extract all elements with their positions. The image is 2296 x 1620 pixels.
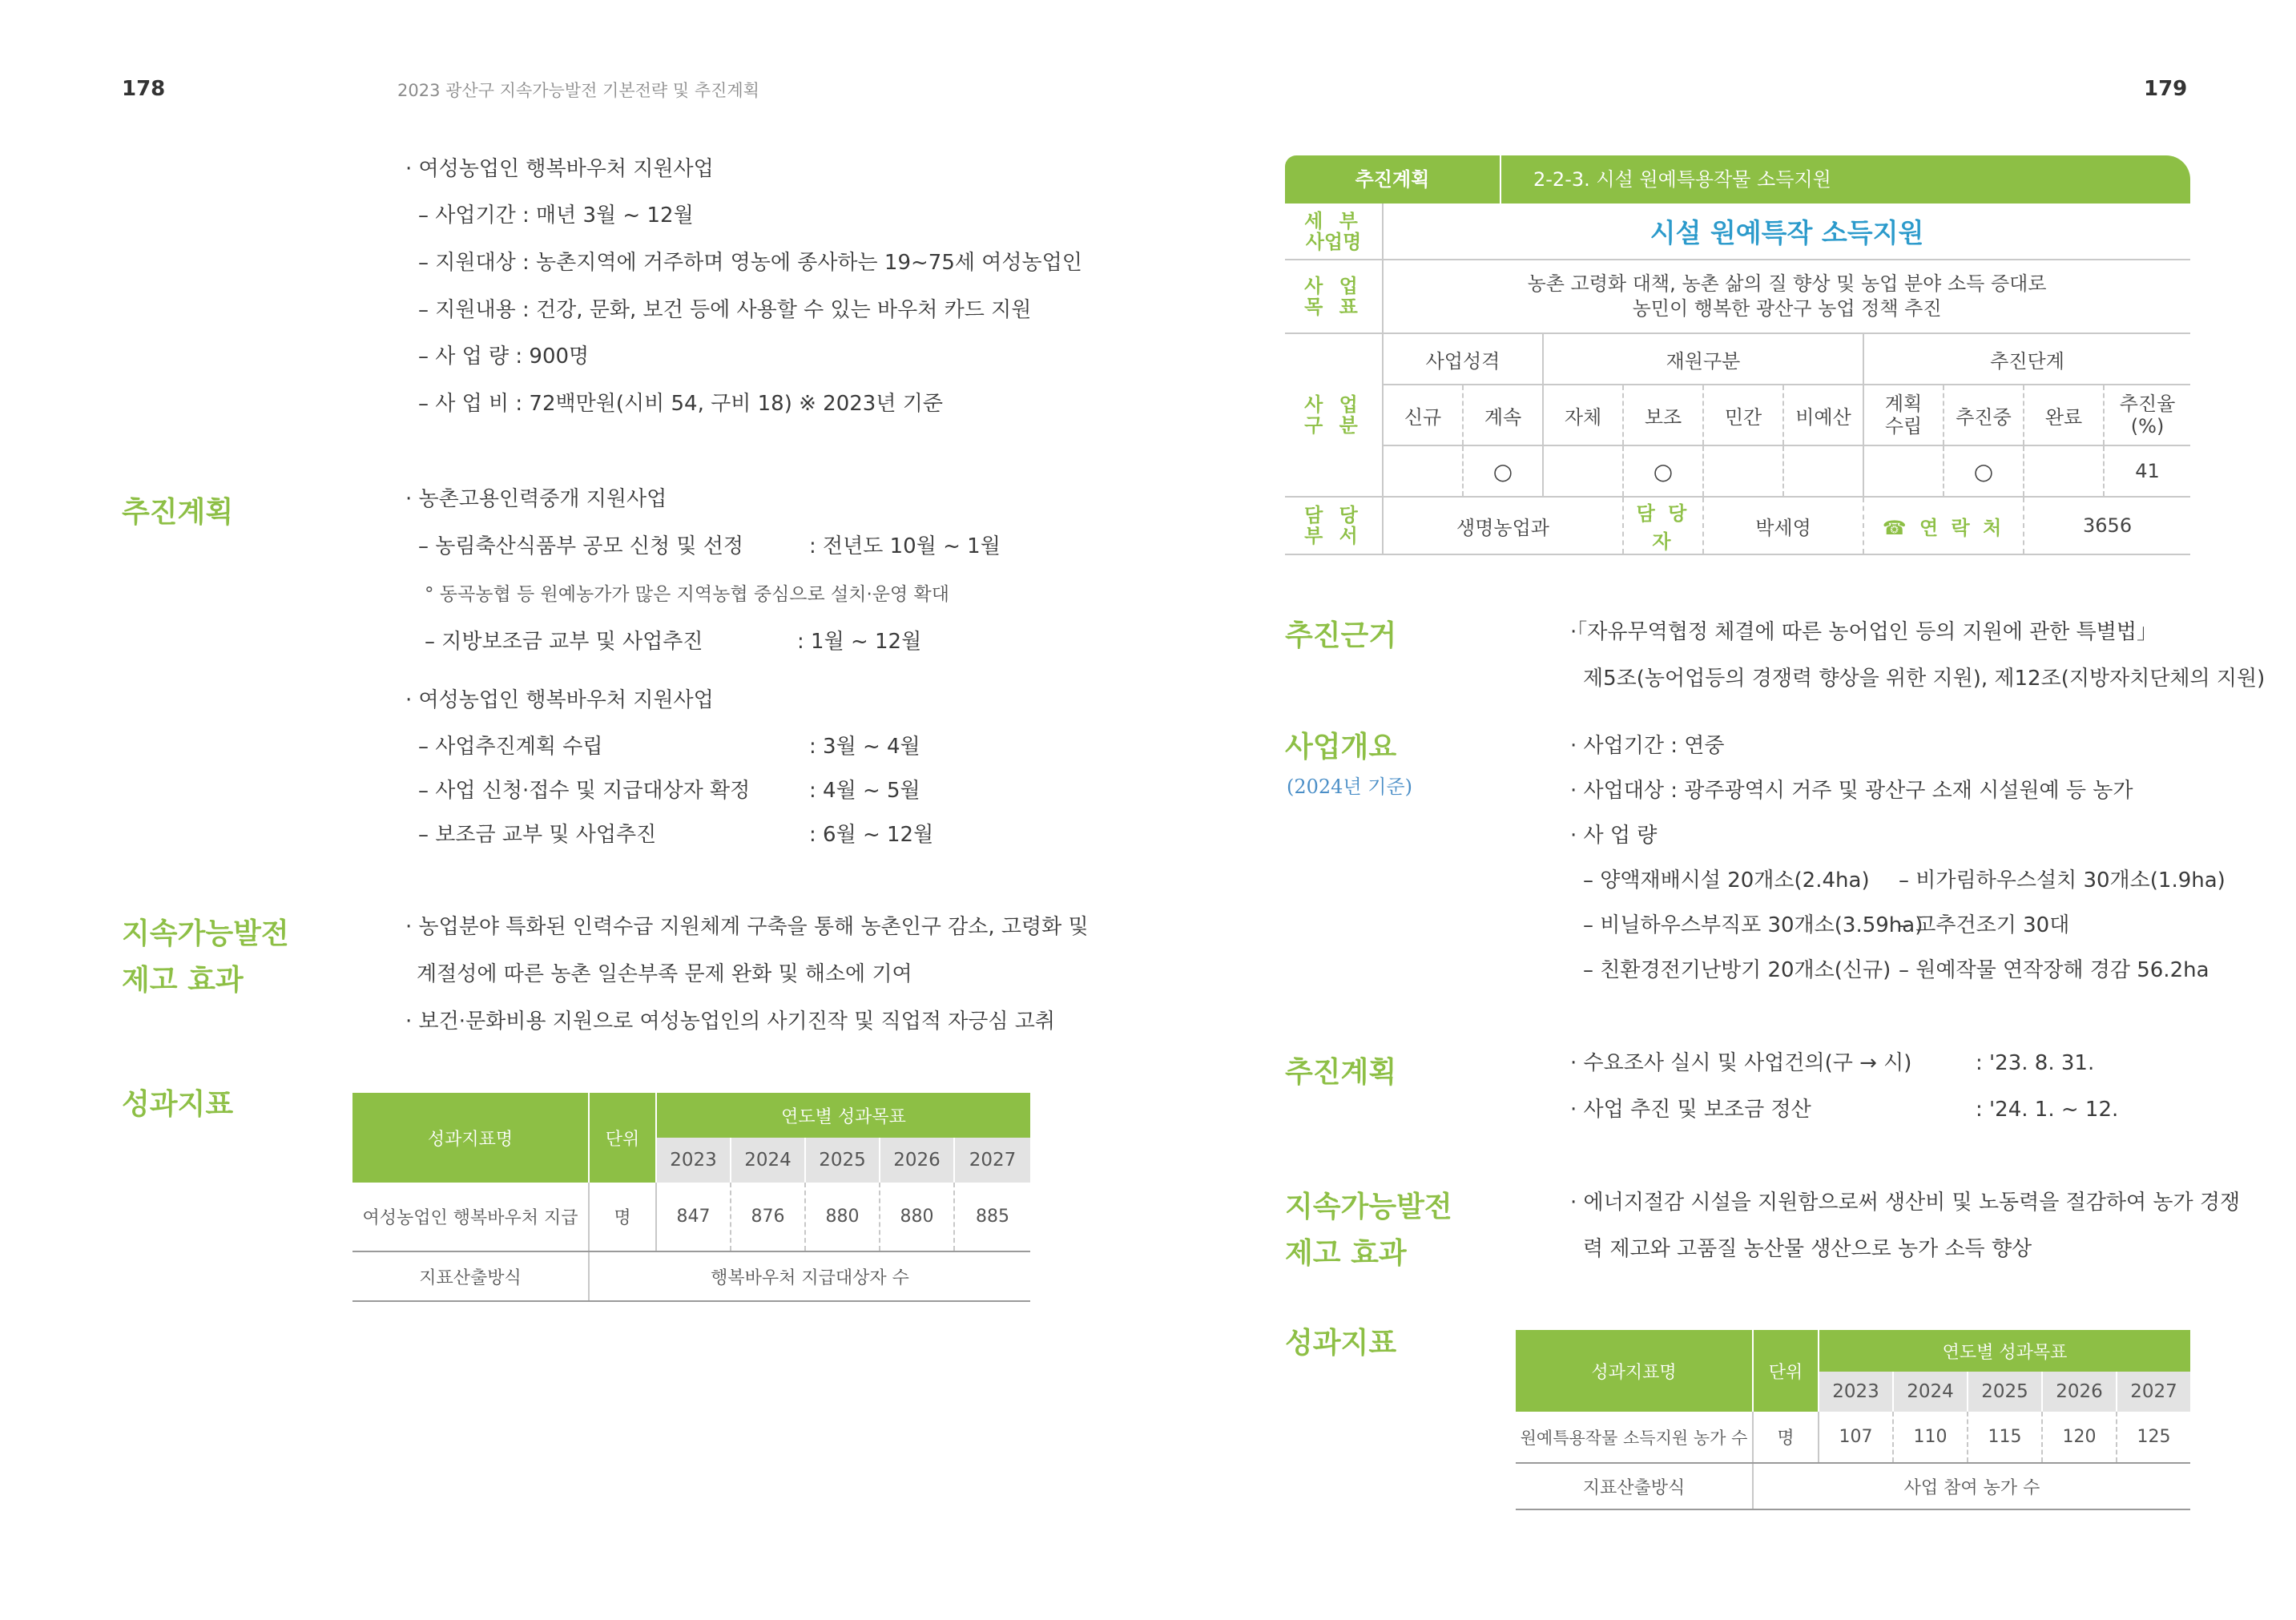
plan-item-date: : 전년도 10월 ~ 1월: [809, 534, 1001, 558]
kpi-value: 115: [1968, 1412, 2042, 1463]
plan-note: ° 동곡농협 등 원예농가가 많은 지역농협 중심으로 설치·운영 확대: [425, 584, 949, 605]
plan-col: 자체: [1543, 385, 1623, 445]
kpi-value: 876: [731, 1183, 805, 1251]
overview-line: – 사 업 량 : 900명: [418, 345, 590, 369]
person-label: 담 당 자: [1623, 497, 1703, 554]
overview-line: – 사 업 비 : 72백만원(시비 54, 구비 18) ※ 2023년 기준: [418, 392, 943, 416]
kpi-col-targets: 연도별 성과목표: [1819, 1330, 2190, 1372]
plan-mark: ○: [1463, 445, 1543, 497]
plan-table-tab: [1285, 155, 2190, 204]
dept-label: [1285, 497, 1383, 554]
sustain-heading-line: 지속가능발전: [122, 917, 289, 950]
kpi-heading: 성과지표: [1285, 1327, 1397, 1360]
sustain-line: · 보건·문화비용 지원으로 여성농업인의 사기진작 및 직업적 자긍심 고취: [405, 1009, 1056, 1034]
running-title: 2023 광산구 지속가능발전 기본전략 및 추진계획: [397, 81, 759, 100]
kpi-year: 2025: [805, 1138, 880, 1183]
label-line: 사 업: [1304, 275, 1363, 297]
plan-mark: [1863, 445, 1944, 497]
right-page-number: 179: [2144, 77, 2188, 101]
goal-line: 농촌 고령화 대책, 농촌 삶의 질 향상 및 농업 분야 소득 증대로: [1527, 272, 2047, 295]
kpi-year: 2023: [1819, 1372, 1893, 1412]
sustain-heading-line: 제고 효과: [122, 964, 244, 997]
label-line: 담 당: [1304, 504, 1363, 526]
div-label: [1285, 333, 1383, 497]
sustain-heading: [1285, 1184, 1452, 1277]
kpi-value: 847: [656, 1183, 731, 1251]
overview-line: · 사업기간 : 연중: [1570, 734, 1725, 758]
label-line: 사 업: [1304, 393, 1363, 416]
group-fund: 재원구분: [1543, 333, 1863, 385]
overview-item: – 비가림하우스설치 30개소(1.9ha): [1899, 868, 2226, 893]
overview-item: – 비닐하우스부직포 30개소(3.59ha): [1583, 913, 1923, 937]
plan-item-label: – 농림축산식품부 공모 신청 및 선정: [418, 534, 743, 558]
plan-item-date: : 4월 ~ 5월: [809, 779, 920, 803]
plan-item-date: : 3월 ~ 4월: [809, 735, 920, 759]
kpi-col-targets: 연도별 성과목표: [656, 1093, 1030, 1138]
kpi-method-label: 지표산출방식: [352, 1251, 589, 1301]
plan-item-label: · 사업 추진 및 보조금 정산: [1570, 1098, 1811, 1122]
overview-line: · 사 업 량: [1570, 824, 1658, 848]
plan-col: 보조: [1623, 385, 1703, 445]
label-line: 부 서: [1304, 525, 1363, 547]
label-line: 사업명: [1305, 230, 1362, 253]
kpi-year: 2024: [1893, 1372, 1968, 1412]
kpi-method-value: 사업 참여 농가 수: [1753, 1463, 2190, 1509]
plan-tab-label: 추진계획: [1285, 155, 1501, 204]
kpi-value: 880: [880, 1183, 954, 1251]
plan-col: 민간: [1703, 385, 1783, 445]
kpi-row-name: 원예특용작물 소득지원 농가 수: [1516, 1412, 1753, 1463]
kpi-row-unit: 명: [589, 1183, 656, 1251]
plan-col: 계속: [1463, 385, 1543, 445]
plan-mark: [1383, 445, 1463, 497]
plan-columns-row: [1285, 385, 2190, 445]
plan-mark: [1703, 445, 1783, 497]
person-value: 박세영: [1703, 497, 1863, 554]
sustain-line: 력 제고와 고품질 농산물 생산으로 농가 소득 향상: [1583, 1237, 2032, 1261]
left-page-number: 178: [122, 77, 166, 101]
label-line: 목 표: [1304, 296, 1363, 318]
group-stage: 추진단계: [1863, 333, 2190, 385]
kpi-value: 120: [2042, 1412, 2117, 1463]
plan-item-label: – 사업추진계획 수립: [418, 735, 603, 759]
sustain-heading-line: 제고 효과: [1285, 1237, 1407, 1270]
overview-item: – 원예작물 연작장해 경감 56.2ha: [1899, 958, 2209, 982]
kpi-value: 110: [1893, 1412, 1968, 1463]
sustain-line: · 에너지절감 시설을 지원함으로써 생산비 및 노동력을 절감하여 농가 경쟁: [1570, 1191, 2241, 1215]
basis-heading: 추진근거: [1285, 619, 1397, 652]
plan-group-title: · 농촌고용인력중개 지원사업: [405, 487, 667, 511]
plan-item-label: – 사업 신청·접수 및 지급대상자 확정: [418, 779, 751, 803]
goal-label: [1285, 260, 1383, 333]
plan-item-label: – 보조금 교부 및 사업추진: [418, 823, 657, 847]
kpi-method-label: 지표산출방식: [1516, 1463, 1753, 1509]
kpi-year: 2026: [880, 1138, 954, 1183]
overview-item: – 양액재배시설 20개소(2.4ha): [1583, 868, 1870, 893]
plan-item-date: : 1월 ~ 12월: [797, 630, 922, 654]
kpi-value: 125: [2117, 1412, 2190, 1463]
kpi-table: [1516, 1330, 2190, 1510]
table-row: [352, 1251, 1030, 1301]
plan-col: 비예산: [1783, 385, 1863, 445]
plan-table: [1285, 204, 2190, 555]
table-row: [1516, 1463, 2190, 1509]
kpi-year: 2027: [954, 1138, 1030, 1183]
goal-line: 농민이 행복한 광산구 농업 정책 추진: [1632, 297, 1942, 320]
sub-name-label: [1285, 204, 1383, 260]
kpi-row-unit: 명: [1753, 1412, 1819, 1463]
plan-mark: [2024, 445, 2104, 497]
plan-group-title: · 여성농업인 행복바우처 지원사업: [405, 688, 714, 712]
label-line: 구 분: [1304, 414, 1363, 437]
sub-name-value: 시설 원예특작 소득지원: [1383, 204, 2190, 260]
overview-item: – 고추건조기 30대: [1899, 913, 2070, 937]
plan-heading: 추진계획: [122, 496, 234, 529]
kpi-year: 2027: [2117, 1372, 2190, 1412]
kpi-table: [352, 1093, 1030, 1302]
kpi-col-name: 성과지표명: [1516, 1330, 1753, 1412]
overview-line: · 사업대상 : 광주광역시 거주 및 광산구 소재 시설원예 등 농가: [1570, 779, 2133, 803]
plan-item-label: · 수요조사 실시 및 사업건의(구 → 시): [1570, 1051, 1912, 1075]
plan-col: 신규: [1383, 385, 1463, 445]
contact-label: ☎ 연 락 처: [1863, 497, 2024, 554]
plan-item-label: – 지방보조금 교부 및 사업추진: [425, 630, 703, 654]
plan-mark: [1783, 445, 1863, 497]
table-row: [1516, 1412, 2190, 1463]
table-row: [352, 1183, 1030, 1251]
kpi-col-unit: 단위: [1753, 1330, 1819, 1412]
group-nature: 사업성격: [1383, 333, 1543, 385]
dept-row: [1285, 497, 2190, 554]
kpi-year: 2024: [731, 1138, 805, 1183]
overview-line: – 지원내용 : 건강, 문화, 보건 등에 사용할 수 있는 바우처 카드 지원: [418, 298, 1032, 322]
plan-item-date: : '23. 8. 31.: [1976, 1051, 2095, 1075]
basis-line: 제5조(농어업등의 경쟁력 향상을 위한 지원), 제12조(지방자치단체의 지원): [1583, 667, 2266, 691]
dept-value: 생명농업과: [1383, 497, 1623, 554]
kpi-value: 885: [954, 1183, 1030, 1251]
sustain-heading: [122, 911, 289, 1004]
plan-marks-row: [1285, 445, 2190, 497]
kpi-year: 2023: [656, 1138, 731, 1183]
label-line: 세 부: [1304, 209, 1363, 232]
overview-title: · 여성농업인 행복바우처 지원사업: [405, 157, 714, 181]
contact-value: 3656: [2024, 497, 2190, 554]
kpi-value: 107: [1819, 1412, 1893, 1463]
plan-heading: 추진계획: [1285, 1056, 1397, 1089]
kpi-value: 880: [805, 1183, 880, 1251]
plan-item-date: : 6월 ~ 12월: [809, 823, 934, 847]
plan-col: 계획 수립: [1863, 385, 1944, 445]
plan-tab-title: 2-2-3. 시설 원예특용작물 소득지원: [1533, 168, 1831, 191]
plan-mark: ○: [1623, 445, 1703, 497]
overview-subheading: (2024년 기준): [1287, 776, 1412, 798]
kpi-year: 2026: [2042, 1372, 2117, 1412]
kpi-year: 2025: [1968, 1372, 2042, 1412]
overview-line: – 지원대상 : 농촌지역에 거주하며 영농에 종사하는 19~75세 여성농업인: [418, 251, 1082, 275]
plan-item-date: : '24. 1. ~ 12.: [1976, 1098, 2119, 1122]
kpi-row-name: 여성농업인 행복바우처 지급: [352, 1183, 589, 1251]
sustain-heading-line: 지속가능발전: [1285, 1191, 1452, 1223]
plan-col: 추진율 (%): [2104, 385, 2190, 445]
plan-mark: 41: [2104, 445, 2190, 497]
kpi-col-name: 성과지표명: [352, 1093, 589, 1183]
kpi-method-value: 행복바우처 지급대상자 수: [589, 1251, 1030, 1301]
goal-value: [1383, 260, 2190, 333]
plan-col: 추진중: [1944, 385, 2024, 445]
overview-heading: 사업개요: [1285, 731, 1397, 764]
overview-line: – 사업기간 : 매년 3월 ~ 12월: [418, 204, 694, 228]
kpi-col-unit: 단위: [589, 1093, 656, 1183]
plan-col: 완료: [2024, 385, 2104, 445]
sustain-line: · 농업분야 특화된 인력수급 지원체계 구축을 통해 농촌인구 감소, 고령화 및: [405, 915, 1089, 939]
plan-mark: [1543, 445, 1623, 497]
sustain-line: 계절성에 따른 농촌 일손부족 문제 완화 및 해소에 기여: [417, 962, 912, 986]
overview-item: – 친환경전기난방기 20개소(신규): [1583, 958, 1891, 982]
kpi-heading: 성과지표: [122, 1088, 234, 1121]
basis-line: ·「자유무역협정 체결에 따른 농어업인 등의 지원에 관한 특별법」: [1570, 620, 2158, 644]
plan-mark: ○: [1944, 445, 2024, 497]
